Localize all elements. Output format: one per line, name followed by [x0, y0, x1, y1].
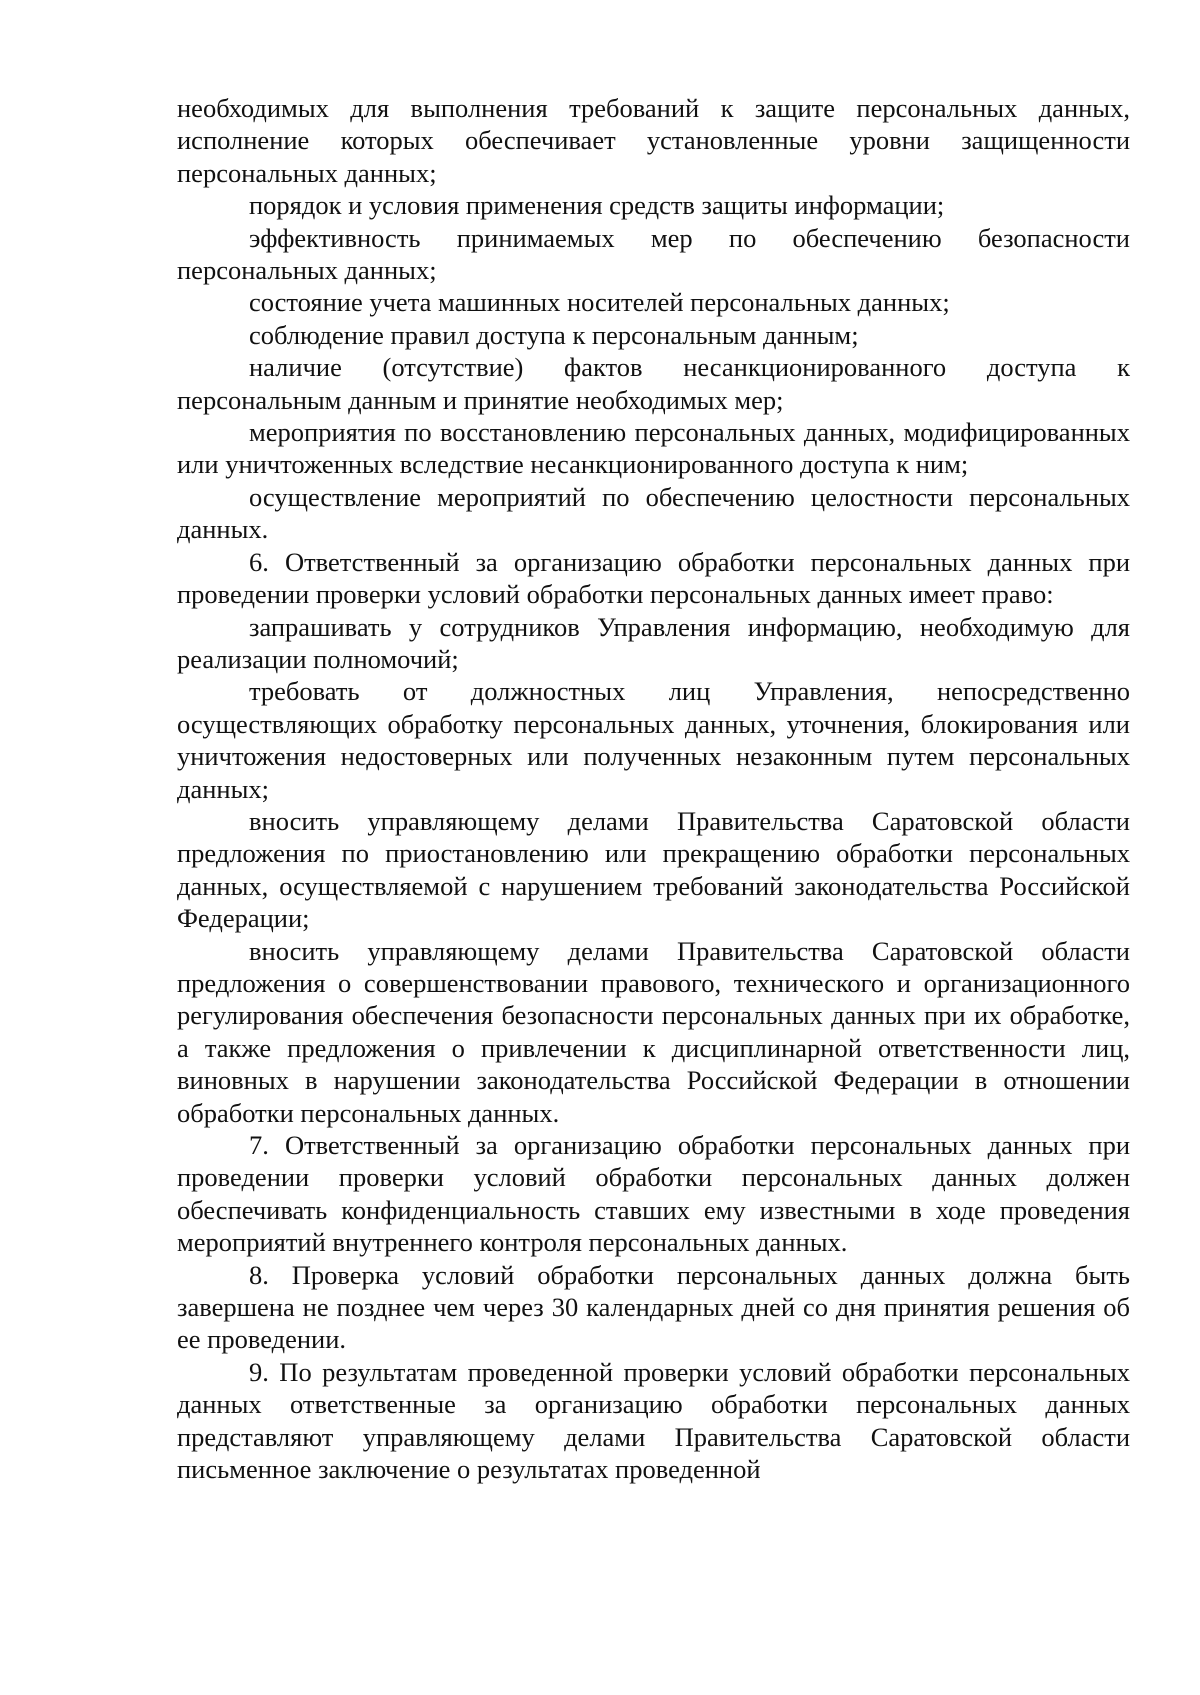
paragraph-list-item: осуществление мероприятий по обеспечению целостности персональных данных. — [177, 481, 1130, 545]
paragraph-section-8: 8. Проверка условий обработки персональных данных должна быть завершена не позднее чем через 30 календарных дней со дня принятия решения об ее проведении. — [177, 1259, 1130, 1355]
paragraph-list-item: мероприятия по восстановлению персональных данных, модифицированных или уничтоженных вследствие несанкционированного доступа к ним; — [177, 417, 1130, 480]
paragraph-list-item: требовать от должностных лиц Управления, непосредственно осуществляющих обработку персональных данных, уточнения, блокирования или уничтожения недостоверных или полученных незаконным путем персональных данных; — [177, 676, 1130, 804]
paragraph-section-7: 7. Ответственный за организацию обработки персональных данных при проведении проверки условий обработки персональных данных должен обеспечивать конфиденциальность ставших ему известными в ходе проведения мероприятий внутреннего контроля персональных данных. — [177, 1130, 1130, 1258]
paragraph-list-item: вносить управляющему делами Правительства Саратовской области предложения по приостановлению или прекращению обработки персональных данных, осуществляемой с нарушением требований законодательства Российской Федерации; — [177, 805, 1130, 934]
paragraph-list-item: вносить управляющему делами Правительства Саратовской области предложения о совершенствовании правового, технического и организационного регулирования обеспечения безопасности персональных данных при их обработке, а также предложения о привлечении к дисциплинарной ответственности лиц, виновных в нарушении законодательства Российской Федерации в отношении обработки персональных данных. — [177, 935, 1130, 1128]
paragraph-section-9: 9. По результатам проведенной проверки условий обработки персональных данных ответственные за организацию обработки персональных данных представляют управляющему делами Правительства Саратовской области письменное заключение о результатах проведенной — [177, 1356, 1130, 1485]
paragraph-list-item: эффективность принимаемых мер по обеспечению безопасности персональных данных; — [177, 222, 1130, 286]
paragraph-list-item: наличие (отсутствие) фактов несанкционированного доступа к персональным данным и принятие необходимых мер; — [177, 352, 1130, 415]
document-page — [177, 92, 1130, 1485]
paragraph-list-item: состояние учета машинных носителей персональных данных; — [249, 287, 950, 318]
paragraph-list-item: запрашивать у сотрудников Управления информацию, необходимую для реализации полномочий; — [177, 611, 1130, 674]
paragraph-list-item: соблюдение правил доступа к персональным данным; — [249, 319, 859, 350]
paragraph-continuation: необходимых для выполнения требований к защите персональных данных, исполнение которых обеспечивает установленные уровни защищенности персональных данных; — [177, 93, 1130, 188]
paragraph-section-6: 6. Ответственный за организацию обработки персональных данных при проведении проверки условий обработки персональных данных имеет право: — [177, 546, 1130, 610]
paragraph-list-item: порядок и условия применения средств защиты информации; — [249, 190, 945, 221]
